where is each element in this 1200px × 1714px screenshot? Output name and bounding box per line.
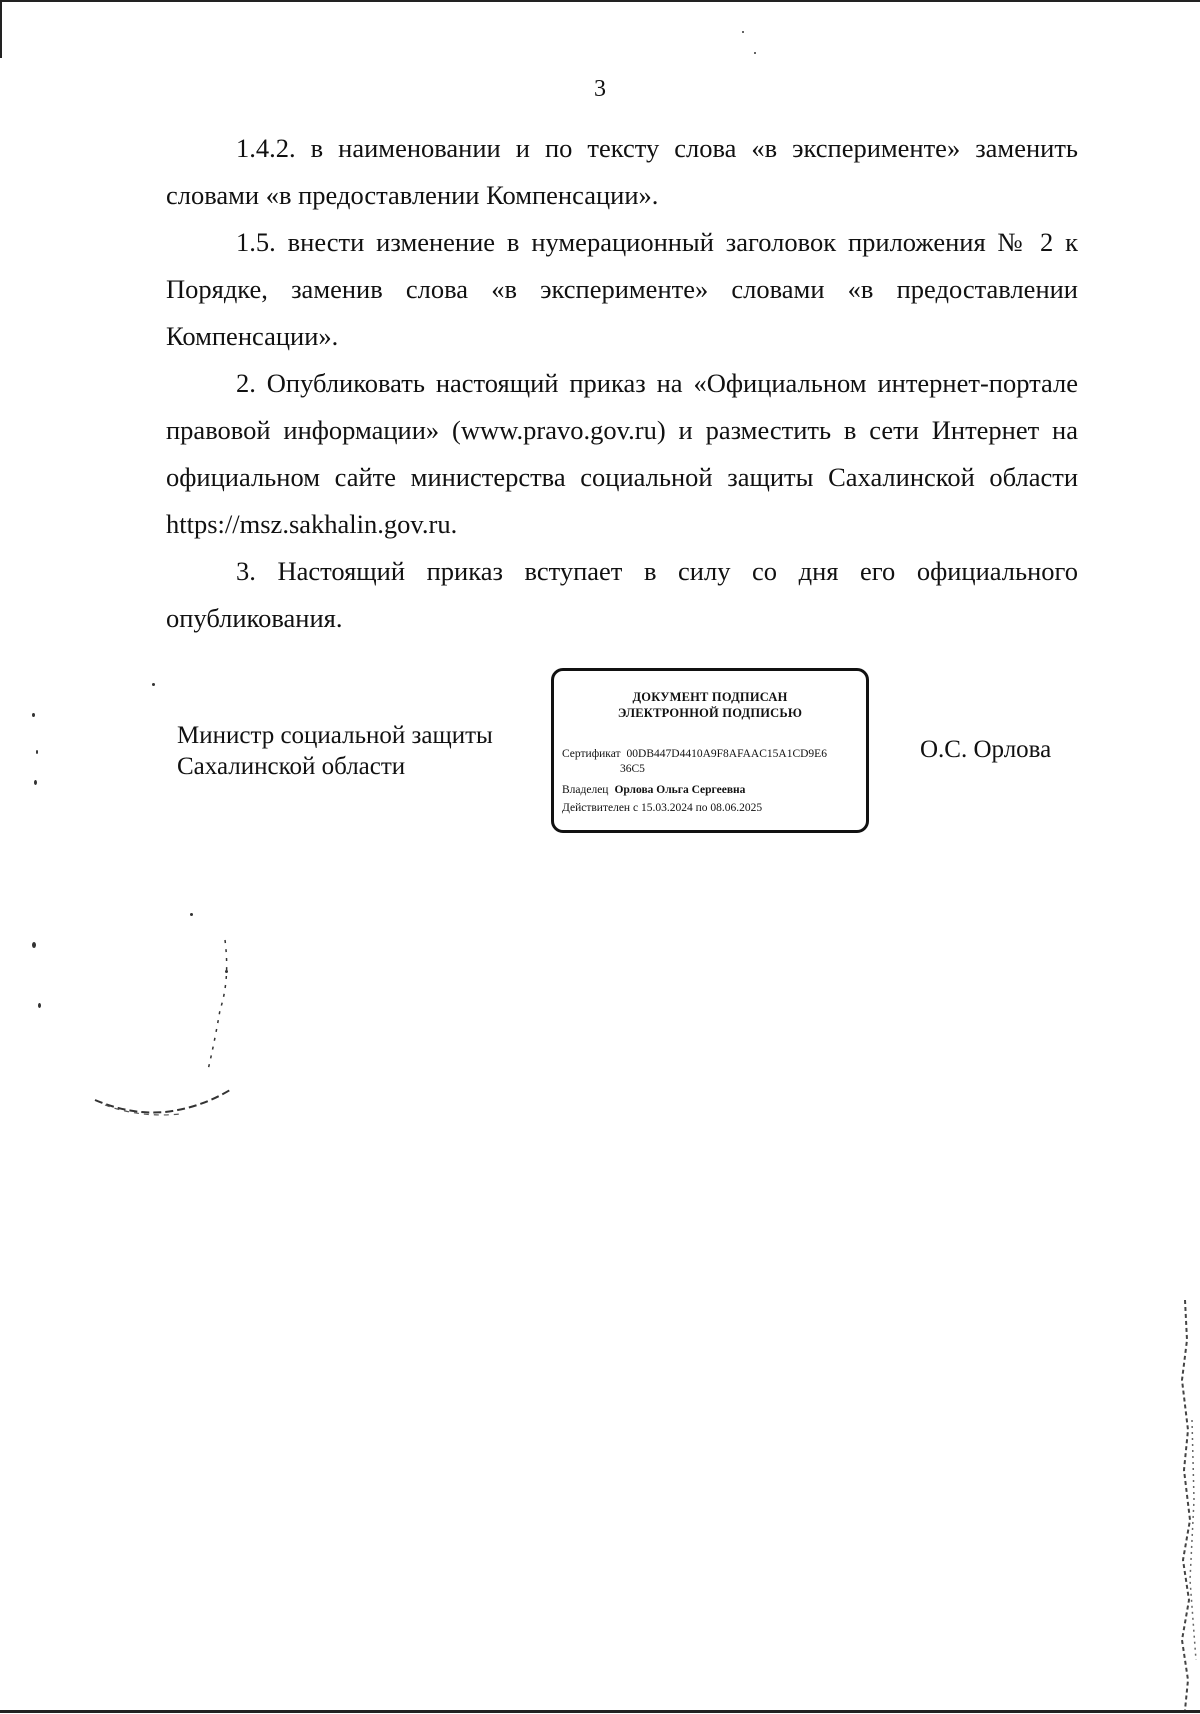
scan-speck — [754, 52, 756, 54]
stamp-heading-line2: ЭЛЕКТРОННОЙ ПОДПИСЬЮ — [617, 706, 803, 720]
signer-position-line2: Сахалинской области — [177, 753, 406, 780]
scan-speck — [152, 683, 155, 686]
stamp-certificate-value: 00DB447D4410A9F8AFAAC15A1CD9E6 — [626, 748, 827, 760]
scan-border-bottom — [0, 1710, 1200, 1713]
signer-position-line1: Министр социальной защиты — [177, 722, 493, 749]
stamp-validity-row: Действителен с 15.03.2024 по 08.06.2025 — [562, 802, 763, 814]
stamp-owner-row — [562, 783, 745, 797]
scan-speck — [34, 780, 37, 785]
paragraph-3: 3. Настоящий приказ вступает в силу со дня его официального опубликования. — [166, 556, 1078, 633]
stamp-certificate-value-continued: 36C5 — [620, 763, 645, 775]
stamp-certificate-row — [562, 747, 827, 761]
stamp-owner-label: Владелец — [562, 784, 609, 796]
scan-border-top — [0, 0, 1200, 2]
scan-scribble-mark — [90, 900, 260, 1120]
stamp-heading — [554, 689, 866, 721]
document-body — [166, 125, 1078, 642]
electronic-signature-stamp — [551, 668, 869, 833]
stamp-heading-line1: ДОКУМЕНТ ПОДПИСАН — [632, 690, 788, 704]
scan-border-left — [0, 0, 2, 58]
paragraph-2: 2. Опубликовать настоящий приказ на «Официальном интернет-портале правовой информации» (www.pravo.gov.ru) и разместить в сети Интернет на официальном сайте министерства социальной защиты Сахалинской области https://msz.sakhalin.gov.ru. — [166, 368, 1078, 539]
scan-edge-noise — [1170, 1300, 1200, 1710]
stamp-owner-value: Орлова Ольга Сергеевна — [614, 784, 746, 796]
scan-speck — [32, 942, 36, 948]
signer-name: О.С. Орлова — [920, 736, 1052, 763]
stamp-certificate-label: Сертификат — [562, 748, 621, 760]
stamp-certificate-row-continued — [620, 762, 645, 776]
paragraph-1-5: 1.5. внести изменение в нумерационный заголовок приложения № 2 к Порядке, заменив слова «в эксперименте» словами «в предоставлении Компенсации». — [166, 227, 1078, 351]
scan-speck — [36, 750, 38, 754]
signer-position — [177, 720, 493, 782]
paragraph-1-4-2: 1.4.2. в наименовании и по тексту слова «в эксперименте» заменить словами «в предоставлении Компенсации». — [166, 133, 1078, 210]
scan-speck — [32, 713, 35, 717]
page-number: 3 — [594, 76, 606, 102]
scan-speck — [742, 31, 744, 33]
scan-speck — [38, 1003, 41, 1008]
